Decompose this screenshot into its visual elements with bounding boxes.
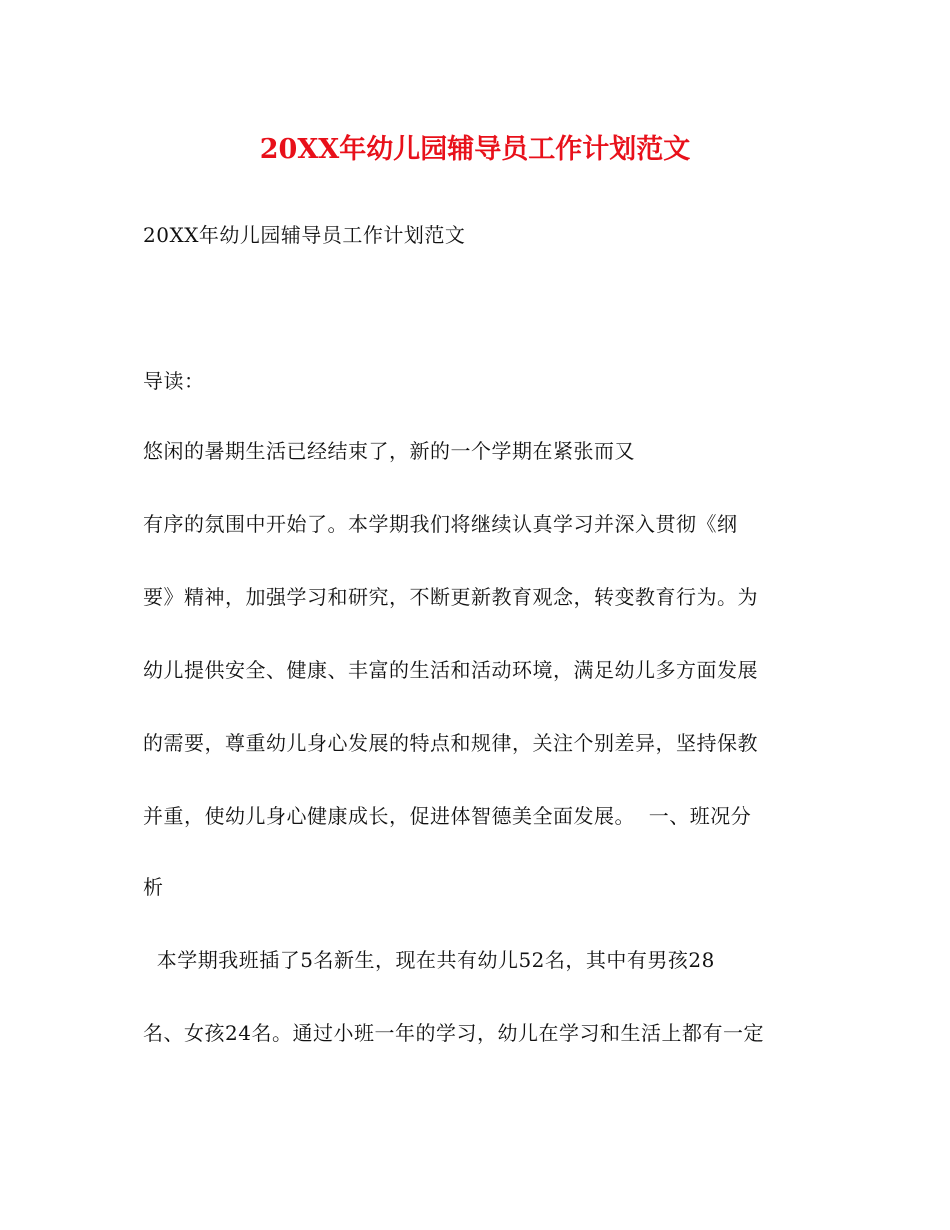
paragraph-line: 本学期我班插了5名新生，现在共有幼儿52名，其中有男孩28 — [143, 948, 715, 972]
paragraph-line: 的需要，尊重幼儿身心发展的特点和规律，关注个别差异，坚持保教 — [143, 731, 758, 755]
paragraph-line: 有序的氛围中开始了。本学期我们将继续认真学习并深入贯彻《纲 — [143, 512, 738, 536]
paragraph-line: 析 — [143, 875, 164, 899]
paragraph-line: 悠闲的暑期生活已经结束了，新的一个学期在紧张而又 — [143, 439, 635, 463]
paragraph-line: 并重，使幼儿身心健康成长，促进体智德美全面发展。 一、班况分 — [143, 804, 752, 828]
paragraph-line: 要》精神，加强学习和研究，不断更新教育观念，转变教育行为。为 — [143, 585, 758, 609]
document-subtitle: 20XX年幼儿园辅导员工作计划范文 — [143, 223, 466, 247]
paragraph-line: 幼儿提供安全、健康、丰富的生活和活动环境，满足幼儿多方面发展 — [143, 658, 758, 682]
paragraph-line: 名、女孩24名。通过小班一年的学习，幼儿在学习和生活上都有一定 — [143, 1021, 764, 1045]
document-title: 20XX年幼儿园辅导员工作计划范文 — [259, 134, 691, 165]
lead-label: 导读： — [143, 369, 205, 393]
